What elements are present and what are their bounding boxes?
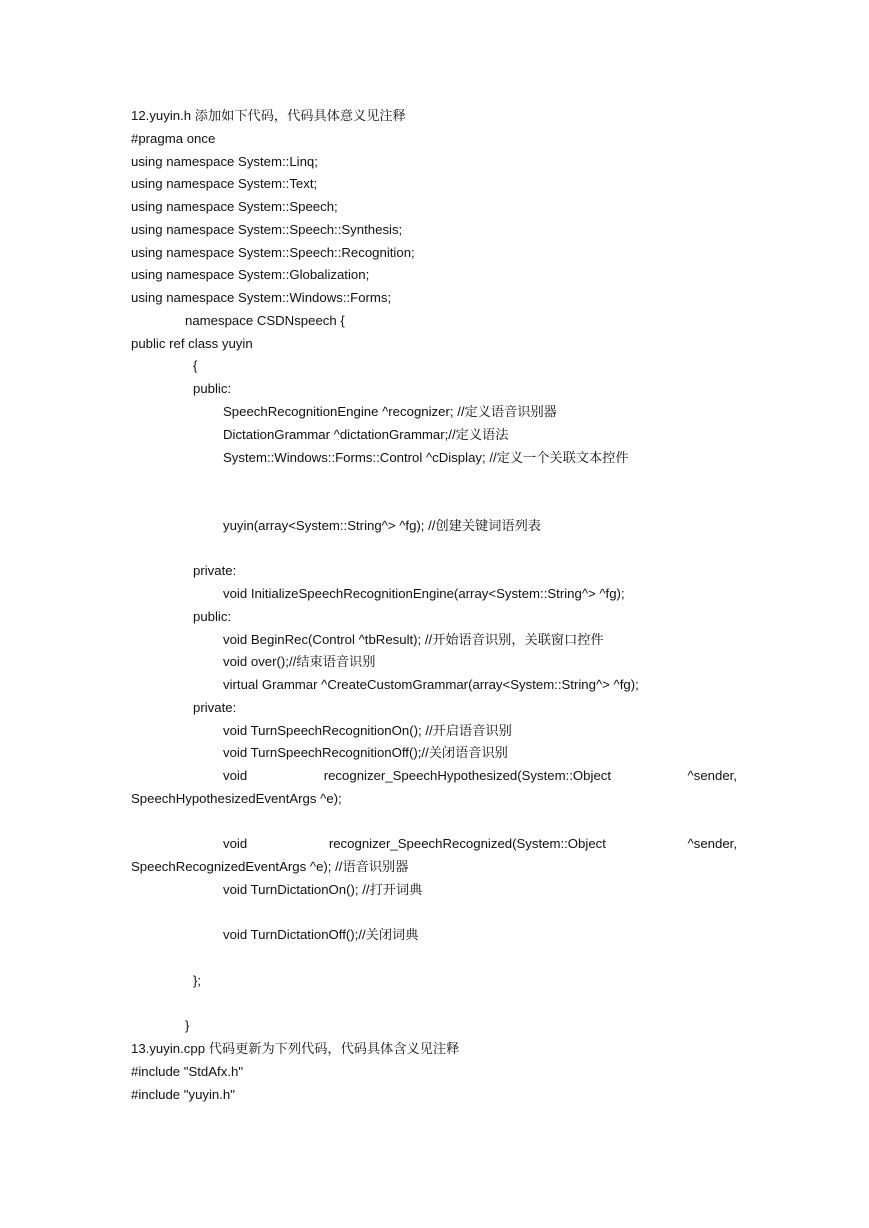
code-token: ^sender,: [687, 836, 737, 851]
code-line: using namespace System::Linq;: [131, 154, 318, 169]
code-line: public:: [193, 609, 232, 624]
code-line: public:: [193, 381, 232, 396]
code-line: void TurnDictationOn(); //打开词典: [223, 882, 423, 897]
code-token: void: [223, 836, 248, 851]
code-line: void InitializeSpeechRecognitionEngine(array<System::String^> ^fg);: [223, 586, 625, 601]
code-line: using namespace System::Speech;: [131, 199, 338, 214]
code-token: ^sender,: [687, 768, 737, 783]
code-line: private:: [193, 563, 237, 578]
code-line: void TurnSpeechRecognitionOn(); //开启语音识别: [223, 723, 512, 738]
code-token: void: [223, 768, 248, 783]
code-line: SpeechHypothesizedEventArgs ^e);: [131, 791, 342, 806]
code-line: virtual Grammar ^CreateCustomGrammar(array<System::String^> ^fg);: [223, 677, 639, 692]
code-line-justified: [223, 835, 737, 852]
code-line: using namespace System::Globalization;: [131, 267, 370, 282]
code-line: };: [193, 973, 202, 988]
code-line: public ref class yuyin: [131, 336, 253, 351]
code-line: void TurnDictationOff();//关闭词典: [223, 927, 419, 942]
code-token: recognizer_SpeechRecognized(System::Object: [328, 836, 606, 851]
code-line: DictationGrammar ^dictationGrammar;//定义语法: [223, 427, 509, 442]
code-line: System::Windows::Forms::Control ^cDisplay; //定义一个关联文本控件: [223, 450, 629, 465]
code-line: namespace CSDNspeech {: [185, 313, 345, 328]
code-line: using namespace System::Text;: [131, 176, 318, 191]
code-line-justified: [223, 767, 737, 784]
code-line: using namespace System::Speech::Synthesis;: [131, 222, 403, 237]
code-line: private:: [193, 700, 237, 715]
code-line: yuyin(array<System::String^> ^fg); //创建关键词语列表: [223, 518, 541, 533]
code-line: void TurnSpeechRecognitionOff();//关闭语音识别: [223, 745, 508, 760]
code-line: #include "yuyin.h": [131, 1087, 235, 1102]
code-line: SpeechRecognizedEventArgs ^e); //语音识别器: [131, 859, 409, 874]
code-line: void BeginRec(Control ^tbResult); //开始语音识别，关联窗口控件: [223, 632, 604, 647]
section-heading-13: 13.yuyin.cpp 代码更新为下列代码，代码具体含义见注释: [131, 1041, 460, 1056]
code-line: using namespace System::Speech::Recognition;: [131, 245, 415, 260]
code-token: recognizer_SpeechHypothesized(System::Object: [323, 768, 612, 783]
code-line: #pragma once: [131, 131, 216, 146]
code-line: {: [193, 358, 198, 373]
section-heading-12: 12.yuyin.h 添加如下代码，代码具体意义见注释: [131, 108, 406, 123]
code-line: SpeechRecognitionEngine ^recognizer; //定义语音识别器: [223, 404, 557, 419]
code-line: using namespace System::Windows::Forms;: [131, 290, 392, 305]
code-line: void over();//结束语音识别: [223, 654, 376, 669]
code-line: #include "StdAfx.h": [131, 1064, 243, 1079]
code-line: }: [185, 1018, 190, 1033]
